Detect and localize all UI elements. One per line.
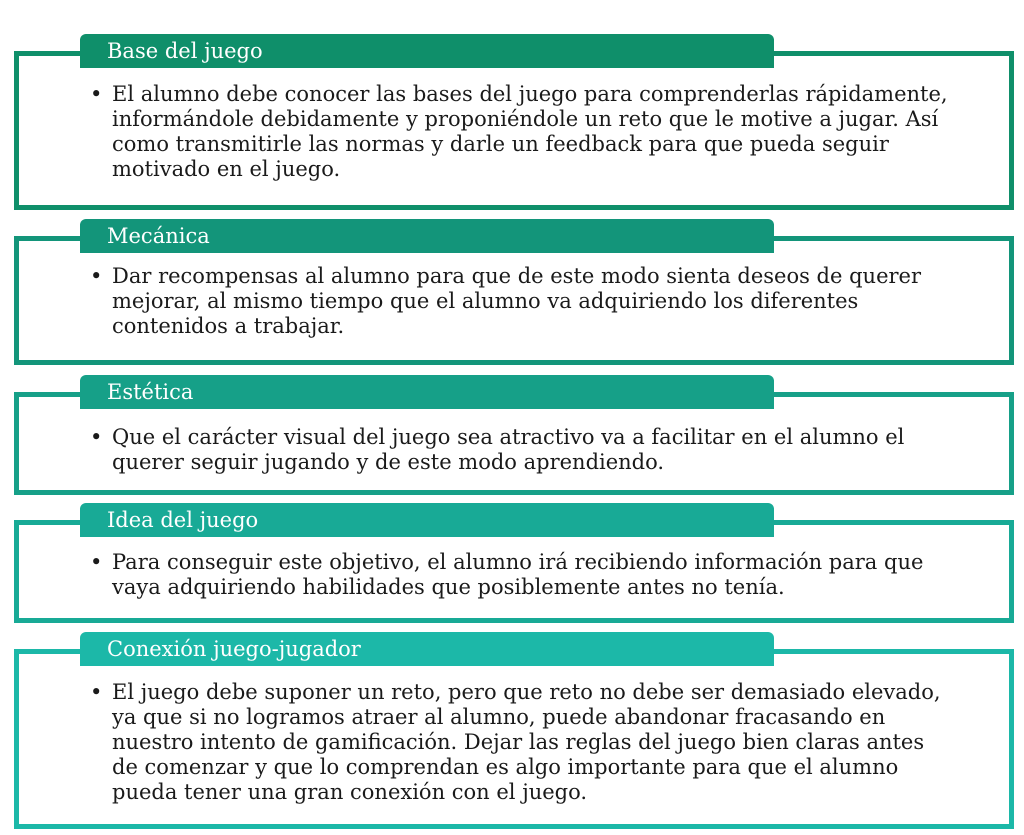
section-text: El juego debe suponer un reto, pero que reto no debe ser demasiado elevado, ya que si no logramos atraer al alumno, puede abandonar fracasando en nuestro intento de gamificación. Dejar las reglas del juego bien claras antes de comenzar y que lo comprendan es algo importante para que el alumno pueda tener una gran conexión con el juego. <box>112 680 941 804</box>
section-text: El alumno debe conocer las bases del juego para comprenderlas rápidamente, informándole debidamente y proponiéndole un reto que le motive a jugar. Así como transmitirle las normas y darle un feedback para que pueda seguir motivado en el juego. <box>112 82 948 181</box>
section-estetica <box>14 375 1014 495</box>
section-header <box>80 34 774 68</box>
section-title: Idea del juego <box>107 508 259 532</box>
bullet-icon: • <box>90 550 103 574</box>
section-content <box>92 264 954 339</box>
section-content <box>92 425 954 475</box>
bullet-icon: • <box>90 82 103 106</box>
section-header <box>80 375 774 409</box>
section-content <box>92 550 954 600</box>
section-header <box>80 503 774 537</box>
section-content <box>92 82 954 182</box>
section-idea-del-juego <box>14 503 1014 623</box>
section-mecanica <box>14 219 1014 365</box>
section-conexion-juego-jugador <box>14 632 1014 829</box>
bullet-icon: • <box>90 264 103 288</box>
bullet-icon: • <box>90 425 103 449</box>
section-title: Estética <box>107 380 194 404</box>
section-title: Base del juego <box>107 39 263 63</box>
section-text: Dar recompensas al alumno para que de este modo sienta deseos de querer mejorar, al mismo tiempo que el alumno va adquiriendo los diferentes contenidos a trabajar. <box>112 264 922 338</box>
section-title: Mecánica <box>107 224 210 248</box>
section-header <box>80 219 774 253</box>
bullet-icon: • <box>90 680 103 704</box>
section-header <box>80 632 774 666</box>
section-text: Que el carácter visual del juego sea atractivo va a facilitar en el alumno el querer seguir jugando y de este modo aprendiendo. <box>112 425 905 474</box>
section-text: Para conseguir este objetivo, el alumno irá recibiendo información para que vaya adquiriendo habilidades que posiblemente antes no tenía. <box>112 550 924 599</box>
section-base-del-juego <box>14 34 1014 210</box>
section-title: Conexión juego-jugador <box>107 637 361 661</box>
section-content <box>92 680 954 805</box>
